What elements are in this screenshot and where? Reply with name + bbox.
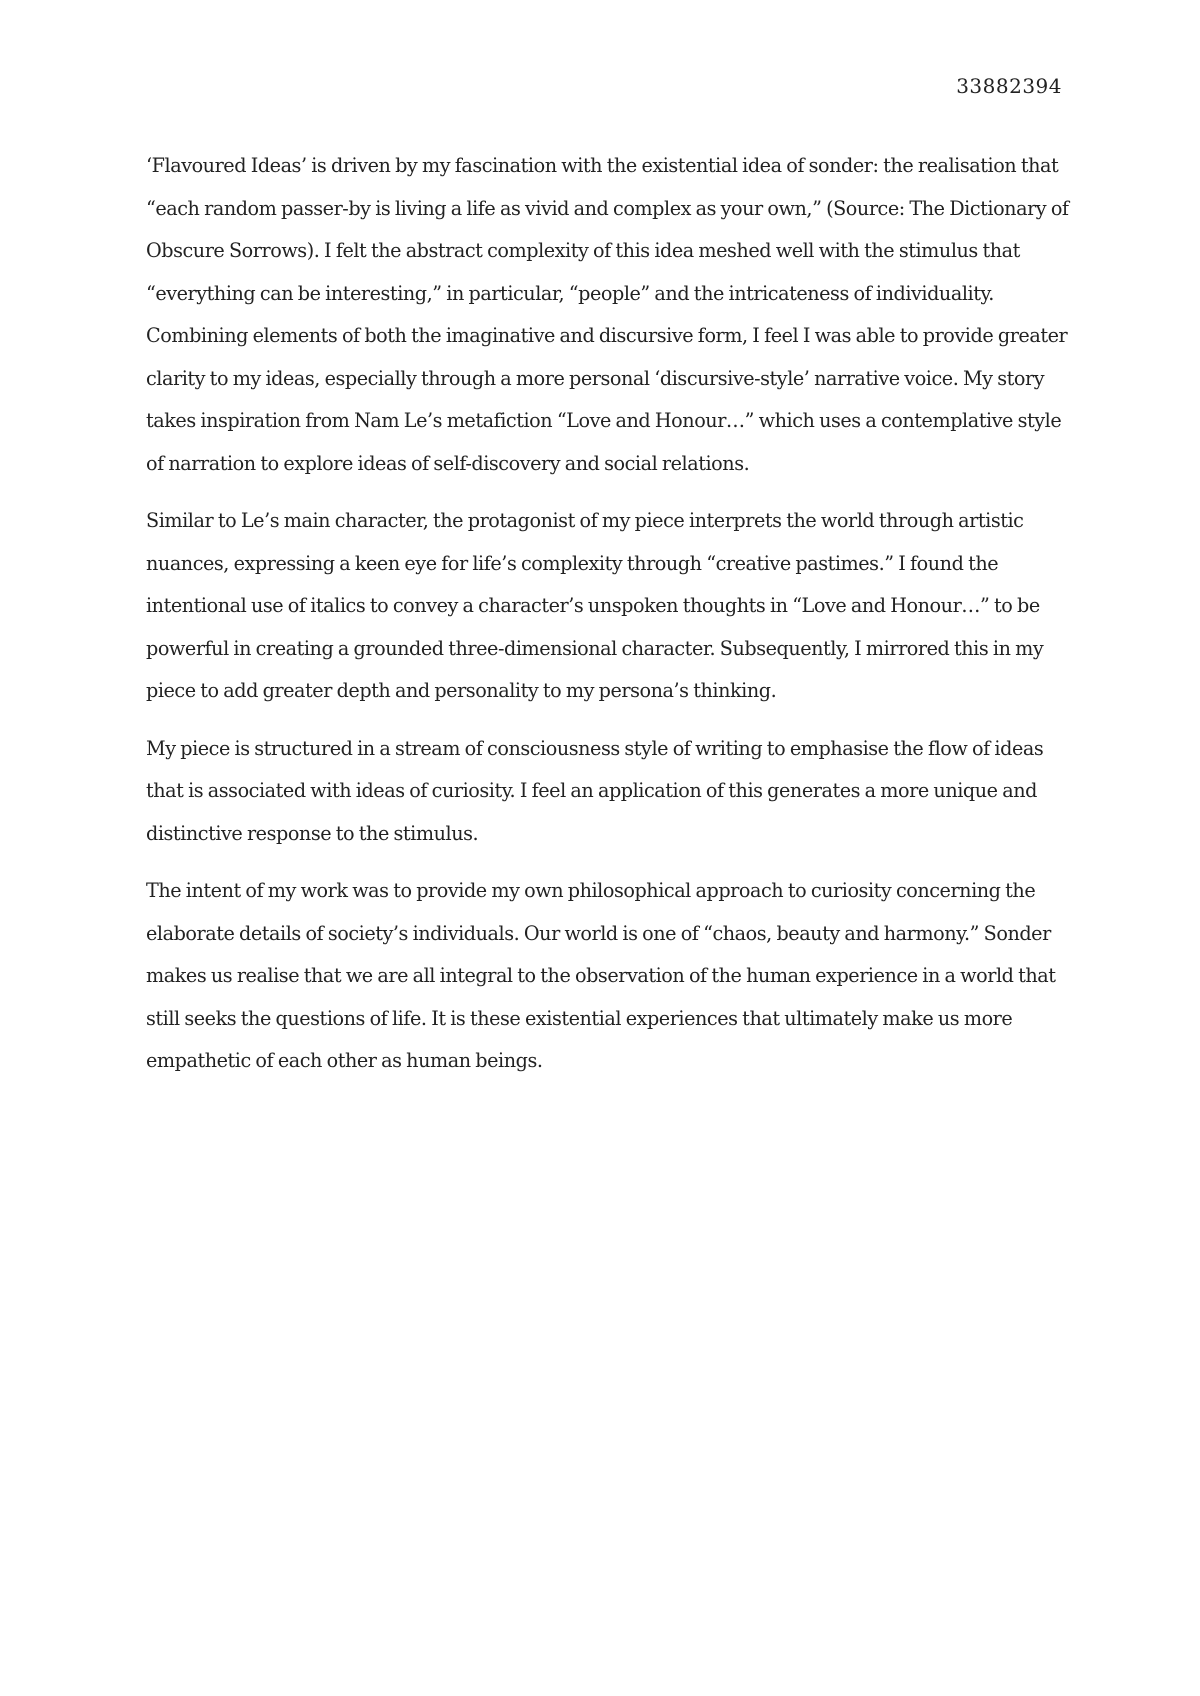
- paragraph-intent: The intent of my work was to provide my own philosophical approach to curiosity concerning the elaborate details of society’s individuals. Our world is one of “chaos, beauty and harmony.” Sonder makes us realise that we are all integral to the observation of the human experience in a world that still seeks the questions of life. It is these existential experiences that ultimately make us more empathetic of each other as human beings.: [146, 879, 1056, 1072]
- paragraph-protagonist: Similar to Le’s main character, the protagonist of my piece interprets the world through artistic nuances, expressing a keen eye for life’s complexity through “creative pastimes.” I found the intentional use of italics to convey a character’s unspoken thoughts in “Love and Honour…” to be powerful in creating a grounded three-dimensional character. Subsequently, I mirrored this in my piece to add greater depth and personality to my persona’s thinking.: [146, 509, 1044, 702]
- document-body: [146, 145, 1072, 1098]
- paragraph-intro: ‘Flavoured Ideas’ is driven by my fascination with the existential idea of sonder: the realisation that “each random passer-by is living a life as vivid and complex as your own,” (Source: The Dictionary of Obscure Sorrows). I felt the abstract complexity of this idea meshed well with the stimulus that “everything can be interesting,” in particular, “people” and the intricateness of individuality. Combining elements of both the imaginative and discursive form, I feel I was able to provide greater clarity to my ideas, especially through a more personal ‘discursive-style’ narrative voice. My story takes inspiration from Nam Le’s metafiction “Love and Honour…” which uses a contemplative style of narration to explore ideas of self-discovery and social relations.: [146, 154, 1069, 475]
- paragraph-structure: My piece is structured in a stream of consciousness style of writing to emphasise the flow of ideas that is associated with ideas of curiosity. I feel an application of this generates a more unique and distinctive response to the stimulus.: [146, 736, 1044, 845]
- page-number: 33882394: [956, 74, 1062, 98]
